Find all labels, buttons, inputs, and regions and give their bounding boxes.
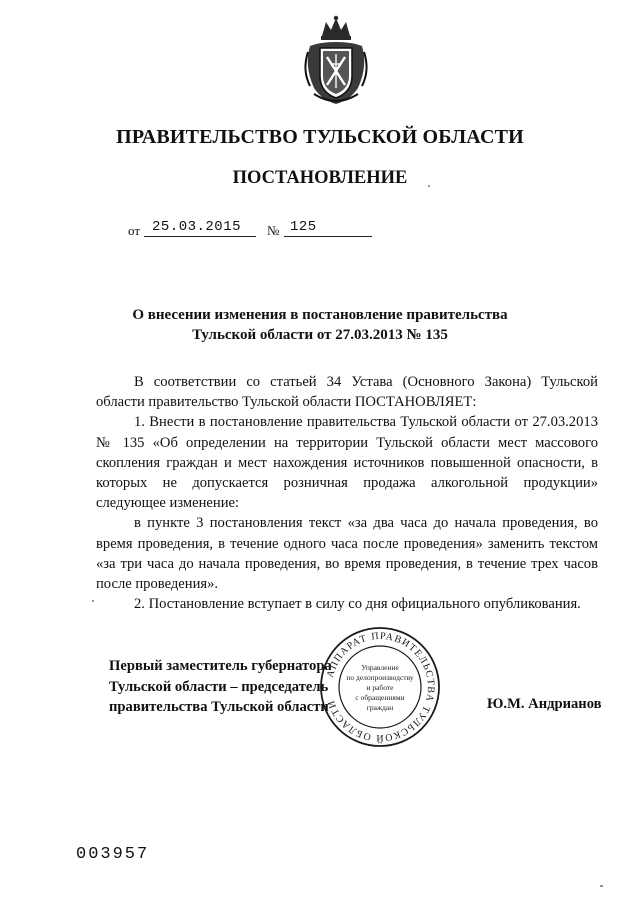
clause-1-paragraph: 1. Внести в постановление правительства Тульской области от 27.03.2013 № 135 «Об определении на территории Тульской области мест массового скопления граждан и мест нахождения источников повышенной опасности, в которых не допускается розничная продажа алкогольной продукции» следующее изменение:: [96, 414, 598, 512]
scan-speck: [92, 600, 94, 602]
scan-speck: [428, 185, 430, 187]
number-label: №: [267, 223, 280, 238]
date-label: от: [128, 223, 141, 238]
government-title: ПРАВИТЕЛЬСТВО ТУЛЬСКОЙ ОБЛАСТИ: [116, 126, 524, 148]
stamp-line-2: по делопроизводству: [346, 673, 414, 682]
stamp-line-3: и работе: [366, 683, 394, 692]
subject-line-2: Тульской области от 27.03.2013 № 135: [192, 327, 448, 343]
official-stamp: [318, 625, 442, 749]
signatory-name: Ю.М. Андрианов: [487, 696, 602, 712]
stamp-line-4: с обращениями: [355, 693, 405, 702]
subject-line-1: О внесении изменения в постановление правительства: [132, 307, 508, 323]
number-value: 125: [290, 219, 317, 235]
document-body: [96, 372, 598, 614]
stamp-line-1: Управление: [361, 663, 399, 672]
number-underline: [284, 236, 372, 237]
signatory-position-line-1: Первый заместитель губернатора: [109, 658, 332, 674]
document-type-heading: ПОСТАНОВЛЕНИЕ: [232, 168, 408, 188]
amendment-paragraph: в пункте 3 постановления текст «за два часа до начала проведения, во время проведения, в течение одного часа после проведения» заменить текстом «за три часа до начала проведения, во время проведения, в течение трех часов после проведения».: [96, 515, 598, 593]
scan-speck: [600, 885, 603, 887]
date-underline: [144, 236, 256, 237]
stamp-ring-text: АППАРАТ ПРАВИТЕЛЬСТВА ТУЛЬСКОЙ ОБЛАСТИ: [324, 630, 437, 744]
registration-number: 003957: [76, 845, 150, 864]
tula-coat-of-arms-icon: [300, 14, 372, 106]
clause-2-paragraph: 2. Постановление вступает в силу со дня официального опубликования.: [134, 596, 581, 613]
signatory-position: [109, 656, 332, 718]
subject-heading: [0, 305, 640, 345]
preamble-paragraph: В соответствии со статьей 34 Устава (Основного Закона) Тульской области правительство Тульской области ПОСТАНОВЛЯЕТ:: [96, 374, 598, 411]
date-value: 25.03.2015: [152, 219, 242, 235]
stamp-line-5: граждан: [366, 703, 394, 712]
signatory-position-line-2: Тульской области – председатель: [109, 678, 329, 695]
signatory-position-line-3: правительства Тульской области: [109, 699, 329, 715]
